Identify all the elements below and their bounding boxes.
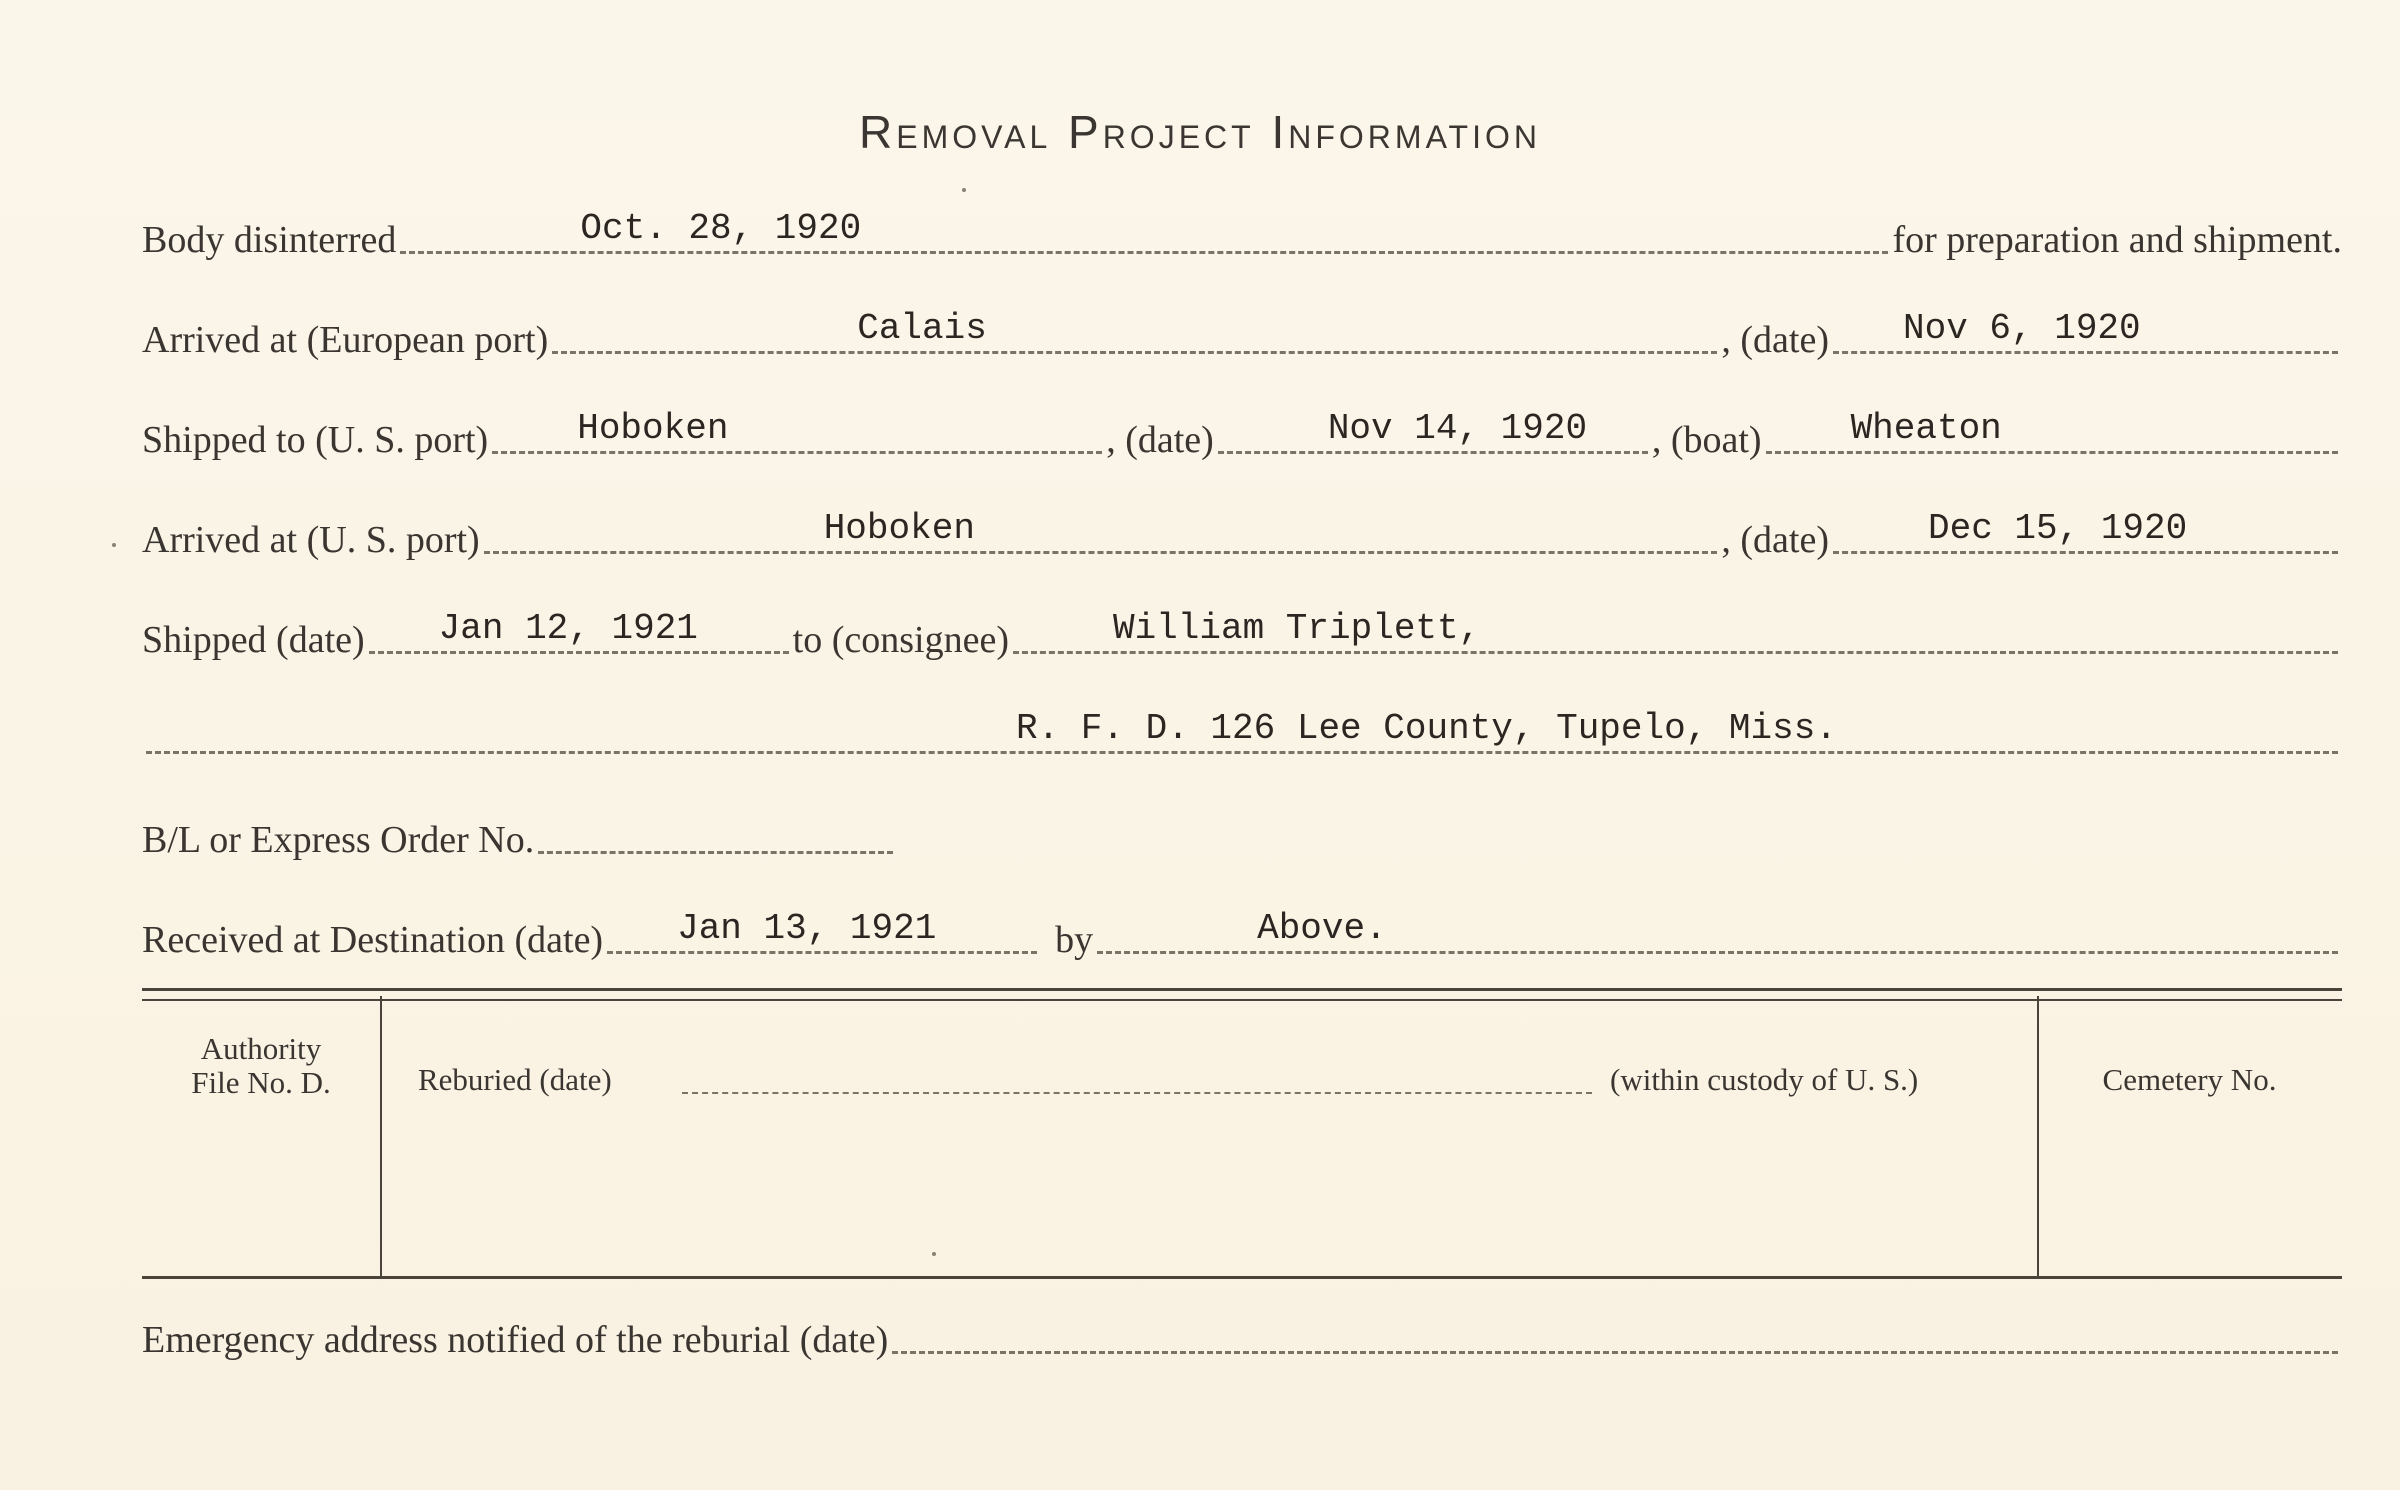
body-disinterred-field[interactable]: [400, 195, 1888, 254]
custody-label: (within custody of U. S.): [1610, 1062, 1919, 1097]
row-bl-order: [142, 806, 2342, 866]
row-body-disinterred: [142, 206, 2342, 266]
row-shipped: [142, 606, 2342, 666]
shipped-date-value: Jan 12, 1921: [438, 608, 698, 649]
reburied-label: Reburied (date): [418, 1062, 612, 1097]
consignee-label: to (consignee): [792, 619, 1009, 661]
shipped-us-value: Hoboken: [577, 408, 729, 449]
emergency-label: Emergency address notified of the reburial (date): [142, 1319, 889, 1361]
arrived-european-label: Arrived at (European port): [142, 319, 549, 361]
row-arrived-european: [142, 306, 2342, 366]
consignee-field[interactable]: [1013, 595, 2338, 654]
card-title: Removal Project Information: [859, 106, 1541, 158]
box-divider-left: [380, 996, 382, 1276]
arrived-us-date-value: Dec 15, 1920: [1928, 508, 2188, 549]
received-date-value: Jan 13, 1921: [677, 908, 937, 949]
shipped-label: Shipped (date): [142, 619, 365, 661]
received-label: Received at Destination (date): [142, 919, 604, 961]
arrived-us-label: Arrived at (U. S. port): [142, 519, 480, 561]
shipped-us-date-field[interactable]: [1218, 395, 1648, 454]
arrived-european-date-field[interactable]: [1833, 295, 2338, 354]
bl-order-field[interactable]: [538, 795, 893, 854]
bl-order-label: B/L or Express Order No.: [142, 819, 535, 861]
arrived-european-date-value: Nov 6, 1920: [1903, 308, 2141, 349]
file-no-label: File No. D.: [191, 1065, 331, 1100]
arrived-us-date-label: , (date): [1721, 519, 1829, 561]
reburied-date-field[interactable]: [682, 1090, 1592, 1094]
shipped-us-boat-value: Wheaton: [1850, 408, 2002, 449]
consignee-address-field[interactable]: [146, 695, 2338, 754]
row-received: [142, 906, 2342, 966]
reburial-box: [142, 996, 2342, 1279]
authority-label: Authority: [200, 1031, 322, 1066]
box-divider-right: [2037, 996, 2039, 1276]
shipped-us-field[interactable]: [492, 395, 1102, 454]
shipped-date-field[interactable]: [369, 595, 789, 654]
arrived-us-date-field[interactable]: [1833, 495, 2338, 554]
shipped-us-boat-label: , (boat): [1651, 419, 1762, 461]
arrived-us-field[interactable]: [484, 495, 1718, 554]
row-consignee-address: [142, 706, 2342, 766]
consignee-value: William Triplett,: [1112, 608, 1481, 649]
row-shipped-us: [142, 406, 2342, 466]
received-by-label: by: [1055, 919, 1094, 961]
received-by-field[interactable]: [1097, 895, 2338, 954]
shipped-us-date-value: Nov 14, 1920: [1327, 408, 1588, 449]
body-disinterred-suffix: for preparation and shipment.: [1892, 219, 2342, 261]
received-by-value: Above.: [1257, 908, 1387, 949]
shipped-us-date-label: , (date): [1106, 419, 1214, 461]
body-disinterred-label: Body disinterred: [142, 219, 397, 261]
arrived-us-value: Hoboken: [823, 508, 975, 549]
body-disinterred-value: Oct. 28, 1920: [580, 208, 862, 249]
emergency-date-field[interactable]: [892, 1295, 2338, 1354]
row-emergency: [142, 1306, 2342, 1366]
row-arrived-us: [142, 506, 2342, 566]
authority-block: [142, 1032, 380, 1100]
shipped-us-label: Shipped to (U. S. port): [142, 419, 489, 461]
shipped-us-boat-field[interactable]: [1766, 395, 2338, 454]
received-date-field[interactable]: [607, 895, 1037, 954]
arrived-european-date-label: , (date): [1721, 319, 1829, 361]
cemetery-no-label: Cemetery No.: [2102, 1062, 2277, 1097]
consignee-address-value: R. F. D. 126 Lee County, Tupelo, Miss.: [1016, 708, 1837, 749]
arrived-european-value: Calais: [857, 308, 987, 349]
arrived-european-field[interactable]: [552, 295, 1717, 354]
